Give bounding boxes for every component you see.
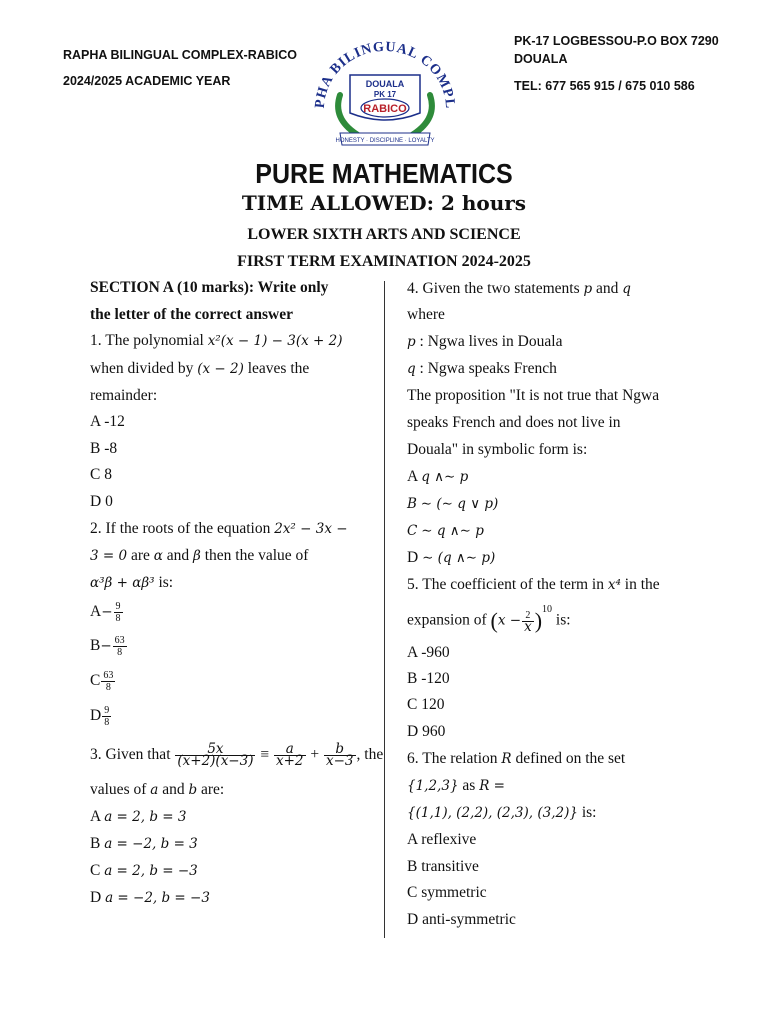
q4-option-d: D ∼ (q ∧∼ p) <box>407 549 496 566</box>
q2-option-d: D $\frac{9}{8}$ <box>90 705 110 728</box>
q1-line2: when divided by (x − 2) leaves the <box>90 360 310 377</box>
q5-line1: 5. The coefficient of the term in x⁴ in the <box>407 576 660 593</box>
address: PK-17 LOGBESSOU-P.O BOX 7290 <box>514 34 719 48</box>
academic-year: 2024/2025 ACADEMIC YEAR <box>63 74 231 88</box>
q2-line2: 3 = 0 are α and β then the value of <box>90 547 309 564</box>
q5-option-c: C 120 <box>407 696 445 713</box>
q6-option-d: D anti-symmetric <box>407 911 516 928</box>
q4-option-a: A q ∧∼ p <box>407 468 469 485</box>
q2-option-b: B− $\frac{63}{8}$ <box>90 635 125 658</box>
q2-line3: α³β + αβ³ is: <box>90 574 174 591</box>
logo-motto: HONESTY · DISCIPLINE · LOYALTY <box>335 138 435 144</box>
q2-line1: 2. If the roots of the equation 2x² − 3x − <box>90 520 348 537</box>
q2-option-c: C $\frac{63}{8}$ <box>90 670 114 693</box>
exam-title: FIRST TERM EXAMINATION 2024-2025 <box>237 253 531 270</box>
q3-option-b: B a = −2, b = 3 <box>90 835 198 852</box>
q6-option-a: A reflexive <box>407 831 477 848</box>
q4-line1: 4. Given the two statements p and q <box>407 280 631 297</box>
q5-option-a: A -960 <box>407 644 450 661</box>
q5-option-d: D 960 <box>407 723 446 740</box>
section-instruction: the letter of the correct answer <box>90 306 293 323</box>
q3-option-d: D a = −2, b = −3 <box>90 889 210 906</box>
q1-option-c: C 8 <box>90 466 112 483</box>
q4-line2: where <box>407 306 445 323</box>
q6-line1: 6. The relation R defined on the set <box>407 750 626 767</box>
column-divider <box>384 281 385 938</box>
school-crest-icon <box>310 35 460 150</box>
q3-line2: values of a and b are: <box>90 781 225 798</box>
city: DOUALA <box>514 52 568 66</box>
q5-option-b: B -120 <box>407 670 450 687</box>
q4-line4: q : Ngwa speaks French <box>407 360 557 377</box>
time-allowed: TIME ALLOWED: 2 hours <box>241 191 527 215</box>
logo-ring-text: PHA BILINGUAL COMPL <box>312 39 458 110</box>
q6-line3: {(1,1), (2,2), (2,3), (3,2)} is: <box>407 804 597 821</box>
school-contact <box>514 32 754 95</box>
school-info <box>63 42 297 94</box>
q6-option-c: C symmetric <box>407 884 487 901</box>
school-logo <box>310 35 460 150</box>
q3-option-a: A a = 2, b = 3 <box>90 808 187 825</box>
logo-name: RABICO <box>363 103 407 115</box>
q1-line1: 1. The polynomial x²(x − 1) − 3(x + 2) <box>90 332 343 349</box>
q2-option-a: A− $\frac{9}{8}$ <box>90 601 121 624</box>
logo-city: DOUALA <box>365 79 405 89</box>
class-title: LOWER SIXTH ARTS AND SCIENCE <box>247 226 521 243</box>
q4-line5: The proposition "It is not true that Ngwa <box>407 387 660 404</box>
q1-option-a: A -12 <box>90 413 125 430</box>
q4-line7: Douala" in symbolic form is: <box>407 441 588 458</box>
q3-option-c: C a = 2, b = −3 <box>90 862 198 879</box>
q4-line6: speaks French and does not live in <box>407 414 621 431</box>
phone: TEL: 677 565 915 / 675 010 586 <box>514 79 695 93</box>
school-name: RAPHA BILINGUAL COMPLEX-RABICO <box>63 48 298 62</box>
q6-line2: {1,2,3} as R = <box>407 777 505 794</box>
q4-option-c: C ∼ q ∧∼ p <box>407 523 484 539</box>
q1-option-d: D 0 <box>90 493 113 510</box>
q1-option-b: B -8 <box>90 440 118 457</box>
q5-line2: expansion of (x − $\frac{2}{x}$ )$^{10}$ is: <box>407 604 571 635</box>
q1-line3: remainder: <box>90 387 158 404</box>
q4-option-b: B ∼ (∼ q ∨ p) <box>407 496 499 512</box>
logo-pk: PK 17 <box>373 90 397 99</box>
subject-title: PURE MATHEMATICS <box>255 158 513 190</box>
q3-line1: 3. Given that $\frac{5x}{(x+2)(x-3)}$ ≡ $\frac{a}{x+2}$ + $\frac{b}{x-3}$ , the <box>90 741 384 769</box>
q6-option-b: B transitive <box>407 858 479 875</box>
q4-line3: p : Ngwa lives in Douala <box>407 333 563 350</box>
section-heading: SECTION A (10 marks): Write only <box>90 279 329 296</box>
